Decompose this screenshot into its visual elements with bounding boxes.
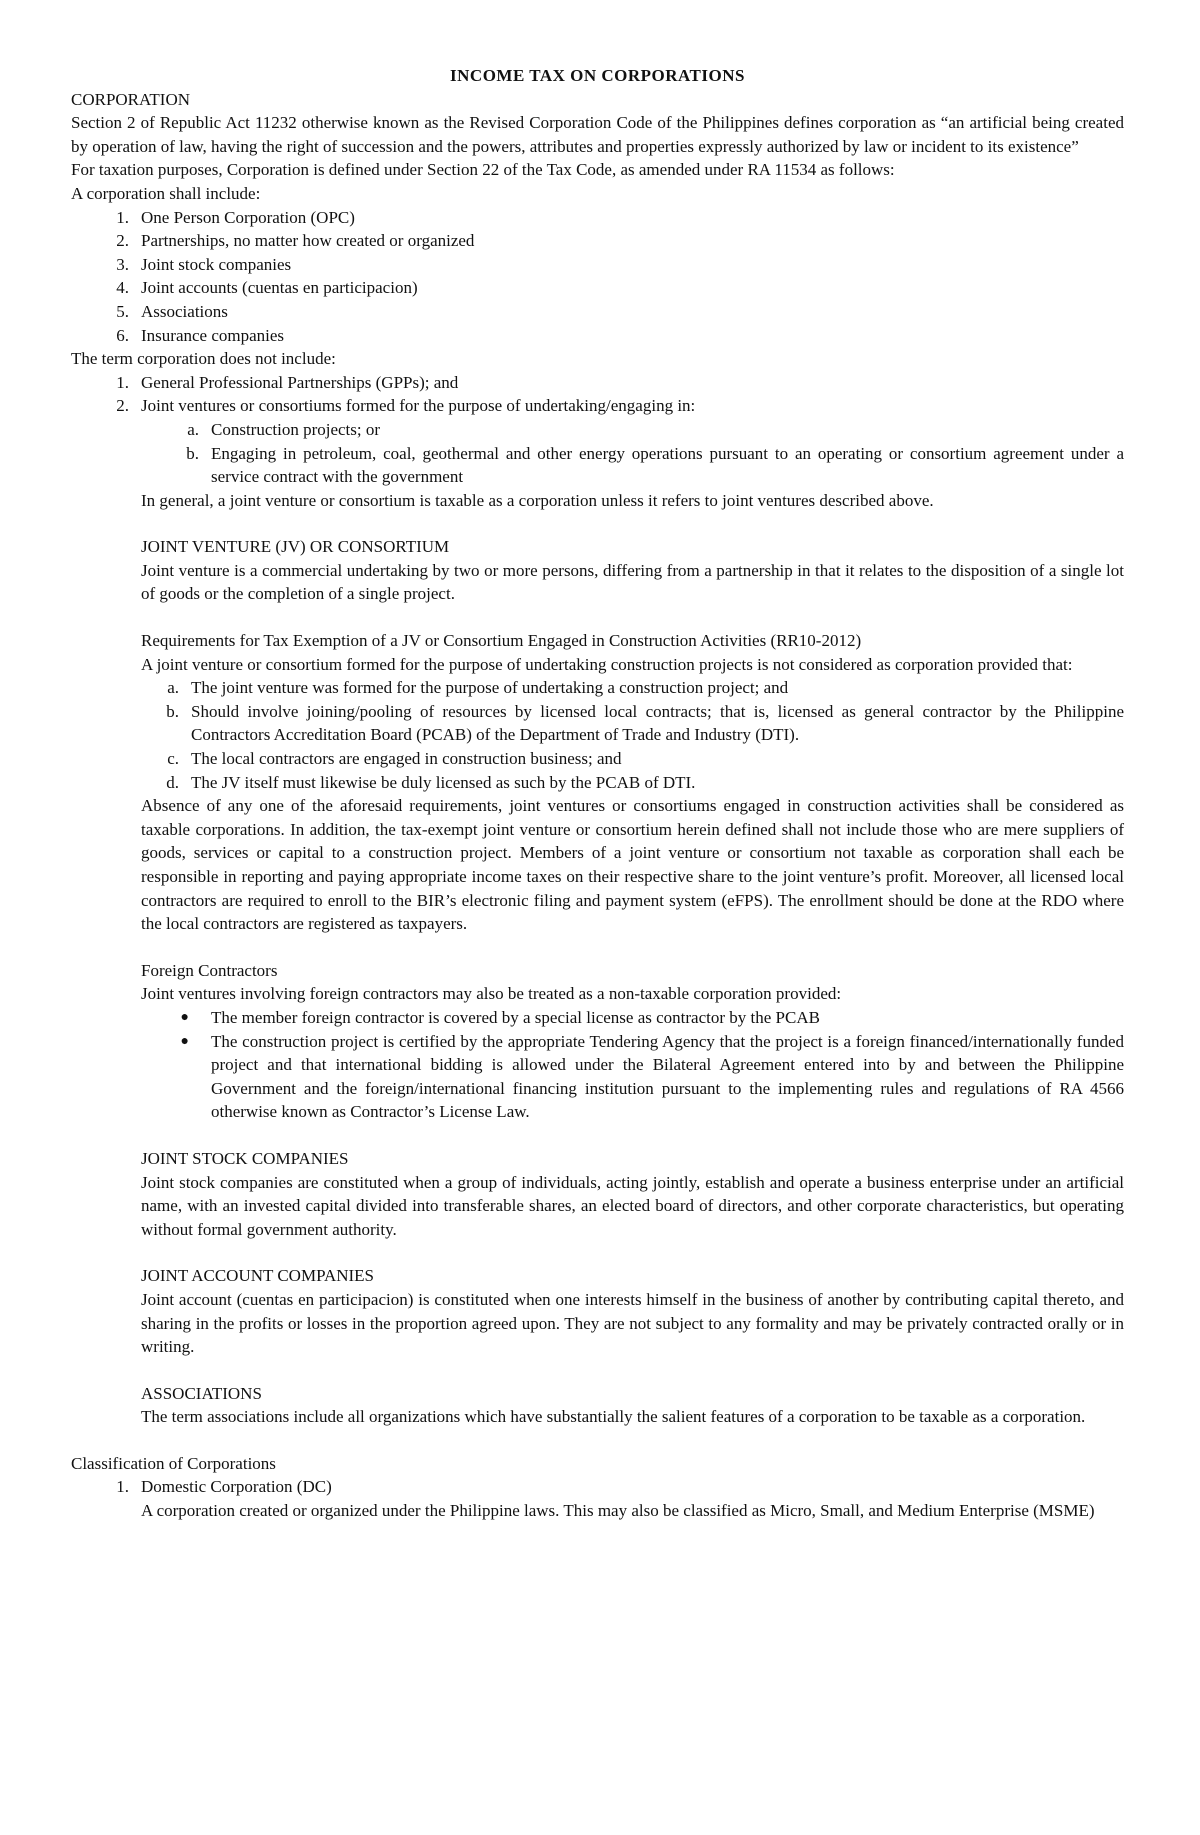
list-item <box>71 676 1124 700</box>
list-text: The joint venture was formed for the purpose of undertaking a construction project; and <box>191 678 789 698</box>
list-text: The member foreign contractor is covered by a special license as contractor by the PCAB <box>211 1007 820 1027</box>
list-item <box>71 771 1124 795</box>
list-item <box>71 300 1124 324</box>
bullet-item <box>71 1030 1124 1124</box>
list-text: General Professional Partnerships (GPPs); and <box>141 372 459 392</box>
section-heading-joint-venture: JOINT VENTURE (JV) OR CONSORTIUM <box>141 537 450 557</box>
list-item <box>71 1475 1124 1499</box>
paragraph: In general, a joint venture or consortium is taxable as a corporation unless it refers to joint ventures described above. <box>141 490 934 510</box>
list-item <box>71 276 1124 300</box>
list-text: Joint accounts (cuentas en participacion) <box>141 278 418 298</box>
list-letter: a. <box>187 419 199 439</box>
list-text: Associations <box>141 301 228 321</box>
page-title: INCOME TAX ON CORPORATIONS <box>450 66 745 85</box>
list-number: 2. <box>116 231 129 251</box>
list-letter: a. <box>167 678 179 698</box>
list-item <box>71 700 1124 747</box>
list-text: Partnerships, no matter how created or organized <box>141 231 475 251</box>
list-number: 4. <box>116 278 129 298</box>
paragraph: Joint stock companies are constituted when a group of individuals, acting jointly, establish and operate a business enterprise under an artificial name, with an invested capital divided into transferable shares, an elected board of directors, and other corporate characteristics, but operating without formal government authority. <box>141 1172 1124 1239</box>
section-heading-requirements: Requirements for Tax Exemption of a JV or Consortium Engaged in Construction Activities (RR10-2012) <box>141 631 862 651</box>
paragraph: Section 2 of Republic Act 11232 otherwise known as the Revised Corporation Code of the Philippines defines corporation as “an artificial being created by operation of law, having the right of succession and the powers, attributes and properties expressly authorized by law or incident to its existence” <box>71 113 1124 156</box>
list-number: 1. <box>116 1477 129 1497</box>
list-number: 3. <box>116 254 129 274</box>
paragraph: Joint ventures involving foreign contractors may also be treated as a non-taxable corporation provided: <box>141 984 842 1004</box>
bullet-icon: ● <box>180 1009 189 1025</box>
paragraph: Joint venture is a commercial undertaking by two or more persons, differing from a partnership in that it relates to the disposition of a single lot of goods or the completion of a single project. <box>141 560 1124 604</box>
list-letter: c. <box>167 749 179 769</box>
section-heading-corporation: CORPORATION <box>71 89 191 109</box>
paragraph: Absence of any one of the aforesaid requirements, joint ventures or consortiums engaged in construction activities shall be considered as taxable corporations. In addition, the tax-exempt joint venture or consortium herein defined shall not include those who are mere suppliers of goods, services or capital to a construction project. Members of a joint venture or consortium not taxable as corporation shall each be responsible in reporting and paying appropriate income taxes on their respective share to the joint venture’s profit. Moreover, all licensed local contractors are required to enroll to the BIR’s electronic filing and payment system (eFPS). The enrollment should be done at the RDO where the local contractors are registered as taxpayers. <box>141 796 1124 934</box>
list-text: Domestic Corporation (DC) <box>141 1477 332 1497</box>
list-text: The construction project is certified by the appropriate Tendering Agency that the project is a foreign financed/internationally funded project and that international bidding is allowed under the Bilateral Agreement entered into by and between the Philippine Government and the foreign/international financing institution pursuant to the implementing rules and regulations of RA 4566 otherwise known as Contractor’s License Law. <box>211 1031 1124 1122</box>
paragraph: The term associations include all organizations which have substantially the salient features of a corporation to be taxable as a corporation. <box>141 1407 1086 1427</box>
list-text: Construction projects; or <box>211 419 381 439</box>
section-heading-associations: ASSOCIATIONS <box>141 1383 262 1403</box>
list-number: 5. <box>116 301 129 321</box>
list-text: The local contractors are engaged in construction business; and <box>191 749 622 769</box>
list-text: Joint ventures or consortiums formed for the purpose of undertaking/engaging in: <box>141 396 696 416</box>
paragraph: Joint account (cuentas en participacion) is constituted when one interests himself in the business of another by contributing capital thereto, and sharing in the profits or losses in the proportion agreed upon. They are not subject to any formality and may be privately contracted orally or in writing. <box>141 1289 1124 1357</box>
list-item <box>71 253 1124 277</box>
paragraph: The term corporation does not include: <box>71 349 336 369</box>
foreign-bullet-list <box>71 1006 1124 1124</box>
list-letter: b. <box>166 701 179 721</box>
sub-list-item <box>71 442 1124 489</box>
list-item <box>71 371 1124 395</box>
section-heading-joint-stock-companies: JOINT STOCK COMPANIES <box>141 1148 349 1168</box>
list-item <box>71 229 1124 253</box>
bullet-item <box>71 1006 1124 1030</box>
include-list <box>71 206 1124 348</box>
list-item <box>71 324 1124 348</box>
paragraph: A corporation shall include: <box>71 183 261 203</box>
list-text: Insurance companies <box>141 325 285 345</box>
list-text: Joint stock companies <box>141 254 292 274</box>
list-letter: b. <box>186 443 199 463</box>
list-number: 6. <box>116 325 129 345</box>
paragraph: For taxation purposes, Corporation is defined under Section 22 of the Tax Code, as amended under RA 11534 as follows: <box>71 160 895 180</box>
requirements-list <box>71 676 1124 794</box>
list-item <box>71 394 1124 418</box>
list-text: One Person Corporation (OPC) <box>141 207 355 227</box>
list-text: The JV itself must likewise be duly licensed as such by the PCAB of DTI. <box>191 772 696 792</box>
list-text: Engaging in petroleum, coal, geothermal and other energy operations pursuant to an operating or consortium agreement under a service contract with the government <box>211 443 1124 487</box>
section-heading-joint-account-companies: JOINT ACCOUNT COMPANIES <box>141 1266 375 1286</box>
list-letter: d. <box>166 772 179 792</box>
bullet-icon: ● <box>180 1033 189 1049</box>
section-heading-classification: Classification of Corporations <box>71 1453 276 1473</box>
list-item <box>71 206 1124 230</box>
paragraph: A joint venture or consortium formed for the purpose of undertaking construction projects is not considered as corporation provided that: <box>141 654 1073 674</box>
exclude-list <box>71 371 1124 489</box>
list-number: 1. <box>116 372 129 392</box>
list-number: 2. <box>116 396 129 416</box>
list-number: 1. <box>116 207 129 227</box>
paragraph: A corporation created or organized under the Philippine laws. This may also be classified as Micro, Small, and Medium Enterprise (MSME) <box>141 1501 1095 1521</box>
section-heading-foreign-contractors: Foreign Contractors <box>141 960 278 980</box>
list-item <box>71 747 1124 771</box>
sub-list-item <box>71 418 1124 442</box>
list-text: Should involve joining/pooling of resources by licensed local contracts; that is, licensed as general contractor by the Philippine Contractors Accreditation Board (PCAB) of the Department of Trade and Industry (DTI). <box>191 701 1124 745</box>
